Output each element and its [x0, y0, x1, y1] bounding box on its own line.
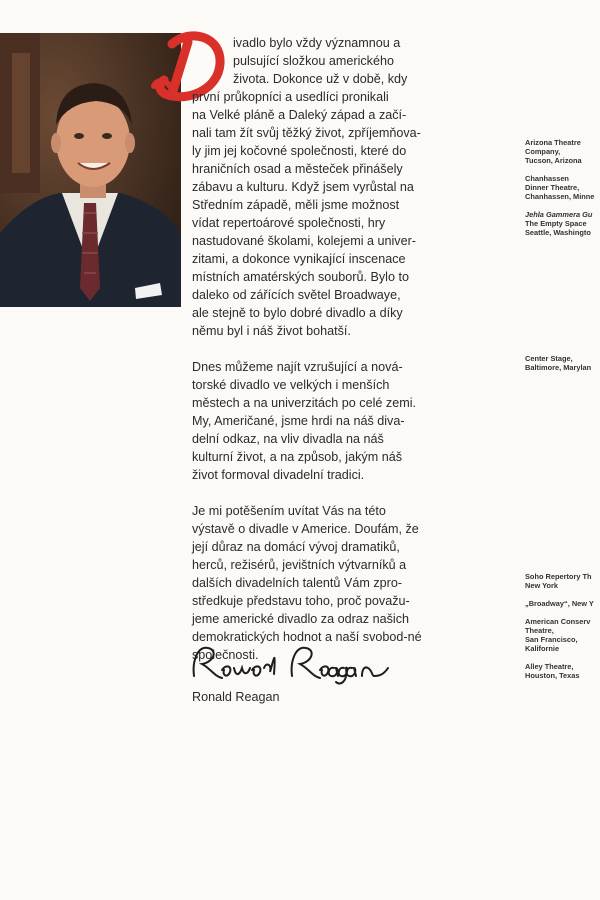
- letter-body: [192, 34, 422, 682]
- margin-line: [525, 165, 600, 174]
- margin-line: New York: [525, 581, 558, 590]
- handwritten-signature: [188, 638, 403, 686]
- margin-line: Center Stage,: [525, 354, 573, 363]
- letter-line: zitami, a dokonce vynikající inscenace: [192, 252, 406, 266]
- letter-line: ly jim jej kočovné společnosti, které do: [192, 144, 407, 158]
- letter-line: místních amatérských souborů. Bylo to: [192, 270, 409, 284]
- margin-line: Chanhassen, Minne: [525, 192, 595, 201]
- letter-line: vídat repertoárové společnosti, hry: [192, 216, 386, 230]
- margin-line: Soho Repertory Th: [525, 572, 592, 581]
- margin-line: Alley Theatre,: [525, 662, 574, 671]
- letter-line: daleko od zářících světel Broadwaye,: [192, 288, 401, 302]
- letter-paragraph-3: Je mi potěšením uvítat Vás na této výstavě o divadle v Americe. Doufám, že její důraz na domácí vývoj dramatiků, herců, režisérů, jevištních výtvarníků a dalších divadelních talentů Vám zpro-středkuje představu toho, proč považu-jeme americké divadlo za odraz našich demokratických hodnot a naší svobod-né společnosti.: [192, 504, 422, 662]
- margin-line: Jehla Gammera Gu: [525, 210, 593, 219]
- letter-line: nali tam žít svůj těžký život, zpříjemňova-: [192, 126, 421, 140]
- margin-line: „Broadway“, New Y: [525, 599, 594, 608]
- letter-paragraph-1: [192, 34, 422, 340]
- margin-theatre-list-2: [525, 354, 600, 372]
- signature-glyph: [188, 638, 403, 686]
- margin-line: San Francisco,: [525, 635, 578, 644]
- margin-line: Company,: [525, 147, 561, 156]
- margin-line: The Empty Space: [525, 219, 587, 228]
- margin-line: Baltimore, Marylan: [525, 363, 592, 372]
- letter-line: života. Dokonce už v době, kdy: [233, 72, 408, 86]
- signer-name: Ronald Reagan: [192, 690, 280, 704]
- margin-line: Houston, Texas: [525, 671, 580, 680]
- margin-theatre-list-1: [525, 138, 600, 237]
- letter-line: první průkopníci a usedlíci pronikali: [192, 90, 389, 104]
- letter-line: zábavu a kulturu. Když jsem vyrůstal na: [192, 180, 414, 194]
- margin-line: Chanhassen: [525, 174, 569, 183]
- margin-line: Arizona Theatre: [525, 138, 581, 147]
- letter-line: hraničních osad a městeček přinášely: [192, 162, 403, 176]
- margin-line: Dinner Theatre,: [525, 183, 580, 192]
- margin-line: [525, 590, 600, 599]
- letter-line: ivadlo bylo vždy významnou a: [233, 36, 401, 50]
- letter-line: pulsující složkou amerického: [233, 54, 394, 68]
- margin-line: [525, 608, 600, 617]
- margin-line: Kalifornie: [525, 644, 560, 653]
- letter-line: němu byl i náš život bohatší.: [192, 324, 351, 338]
- margin-line: Tucson, Arizona: [525, 156, 582, 165]
- margin-theatre-list-3: [525, 572, 600, 680]
- letter-line: na Velké pláně a Daleký západ a začí-: [192, 108, 407, 122]
- margin-line: [525, 653, 600, 662]
- margin-line: [525, 201, 600, 210]
- letter-paragraph-2: Dnes můžeme najít vzrušující a nová-torské divadlo ve velkých i menších městech a na univerzitách po celé zemi. My, Američané, jsme hrdi na náš diva-delní odkaz, na vliv divadla na náš kulturní život, a na způsob, jakým náš život formoval divadelní tradici.: [192, 360, 417, 482]
- letter-line: Středním západě, měli jsme možnost: [192, 198, 400, 212]
- letter-line: nastudované školami, kolejemi a univer-: [192, 234, 417, 248]
- letter-line: ale stejně to bylo dobré divadlo a díky: [192, 306, 403, 320]
- margin-line: American Conserv: [525, 617, 591, 626]
- margin-line: Theatre,: [525, 626, 554, 635]
- margin-line: Seattle, Washingto: [525, 228, 591, 237]
